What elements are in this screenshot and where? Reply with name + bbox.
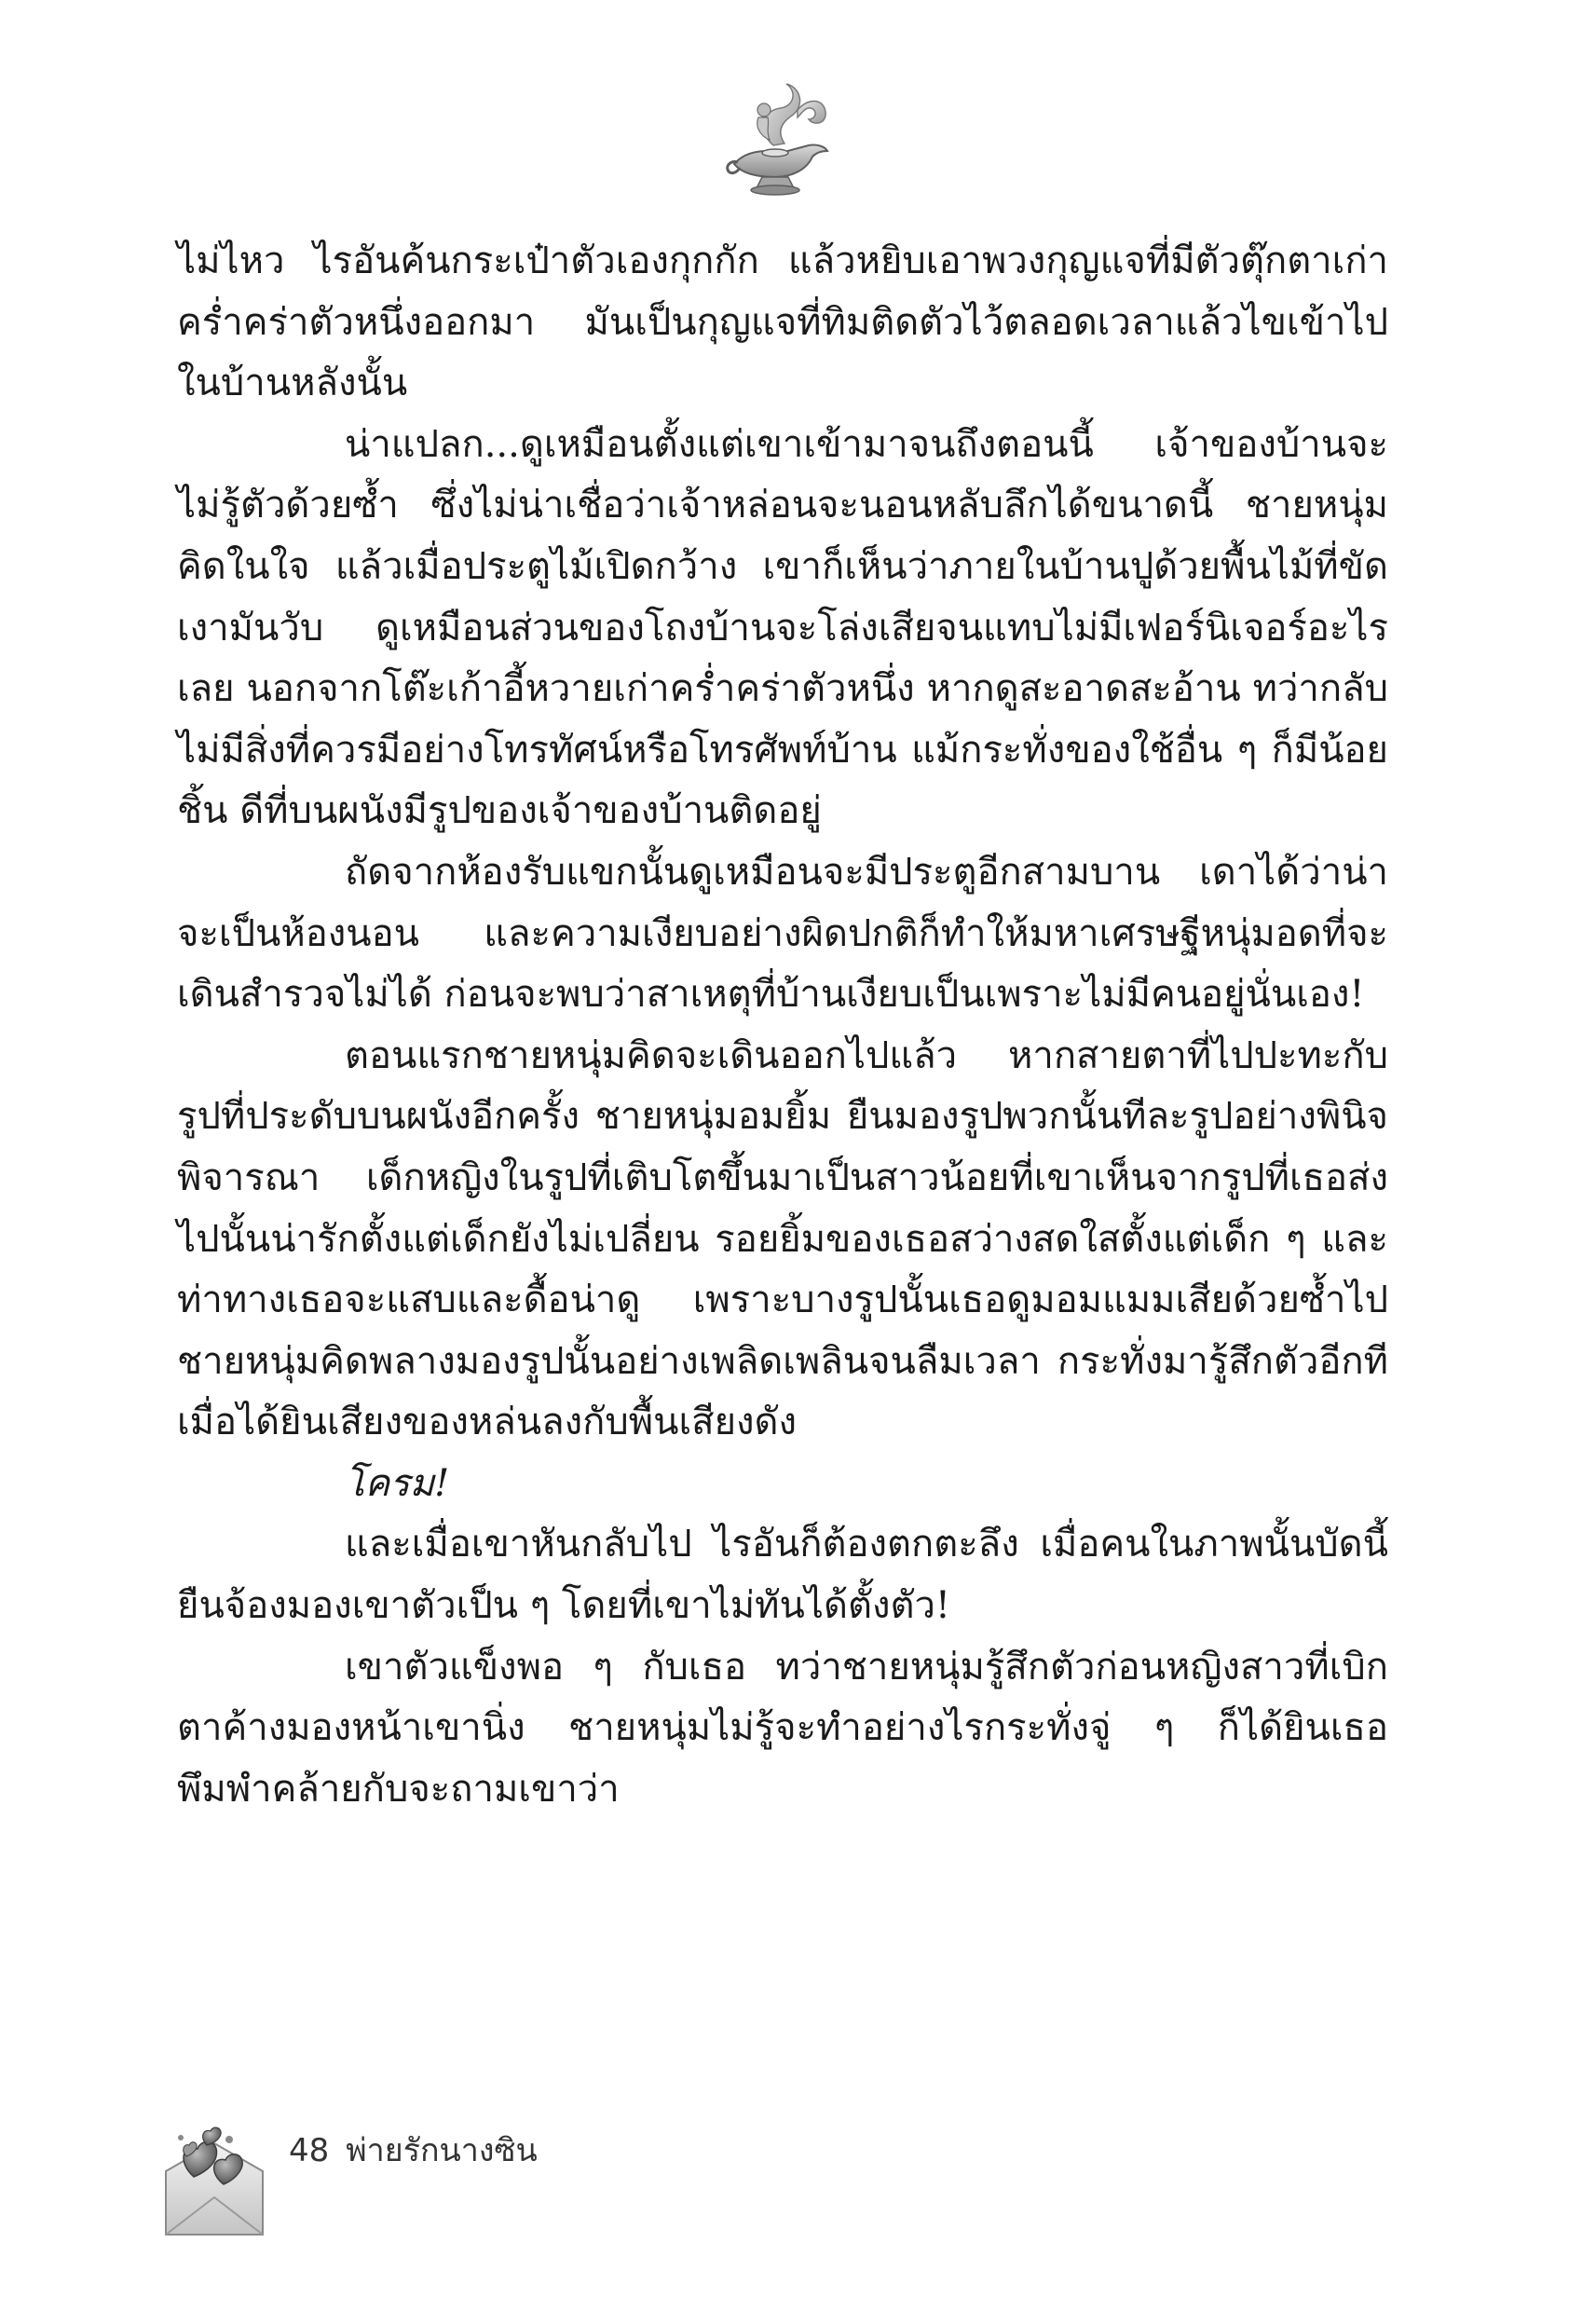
- footer-text: [289, 2125, 554, 2175]
- hearts-envelope-icon: [149, 2087, 280, 2246]
- genie-lamp-icon: [708, 73, 848, 212]
- paragraph: เขาตัวแข็งพอ ๆ กับเธอ ทว่าชายหนุ่มรู้สึกตัวก่อนหญิงสาวที่เบิกตาค้างมองหน้าเขานิ่ง ชายหนุ่มไม่รู้จะทำอย่างไรกระทั่งจู่ ๆ ก็ได้ยินเธอพึมพำคล้ายกับจะถามเขาว่า: [177, 1645, 1388, 1811]
- paragraph: ถัดจากห้องรับแขกนั้นดูเหมือนจะมีประตูอีกสามบาน เดาได้ว่าน่าจะเป็นห้องนอน และความเงียบอย่างผิดปกติก็ทำให้มหาเศรษฐีหนุ่มอดที่จะเดินสำรวจไม่ได้ ก่อนจะพบว่าสาเหตุที่บ้านเงียบเป็นเพราะไม่มีคนอยู่นั่นเอง!: [177, 850, 1388, 1017]
- book-title: พ่ายรักนางซิน: [346, 2132, 538, 2169]
- page-footer: [149, 2087, 708, 2255]
- paragraph: ไม่ไหว ไรอันค้นกระเป๋าตัวเองกุกกัก แล้วหยิบเอาพวงกุญแจที่มีตัวตุ๊กตาเก่าคร่ำคร่าตัวหนึ่งออกมา มันเป็นกุญแจที่ทิมติดตัวไว้ตลอดเวลาแล้วไขเข้าไปในบ้านหลังนั้น: [177, 239, 1388, 405]
- paragraph: ตอนแรกชายหนุ่มคิดจะเดินออกไปแล้ว หากสายตาที่ไปปะทะกับรูปที่ประดับบนผนังอีกครั้ง ชายหนุ่มอมยิ้ม ยืนมองรูปพวกนั้นทีละรูปอย่างพินิจพิจารณา เด็กหญิงในรูปที่เติบโตขึ้นมาเป็นสาวน้อยที่เขาเห็นจากรูปที่เธอส่งไปนั้นน่ารักตั้งแต่เด็กยังไม่เปลี่ยน รอยยิ้มของเธอสว่างสดใสตั้งแต่เด็ก ๆ และท่าทางเธอจะแสบและดื้อน่าดู เพราะบางรูปนั้นเธอดูมอมแมมเสียด้วยซ้ำไป ชายหนุ่มคิดพลางมองรูปนั้นอย่างเพลิดเพลินจนลืมเวลา กระทั่งมารู้สึกตัวอีกทีเมื่อได้ยินเสียงของหล่นลงกับพื้นเสียงดัง: [177, 1033, 1388, 1444]
- page-number: 48: [289, 2132, 330, 2169]
- paragraph: น่าแปลก...ดูเหมือนตั้งแต่เขาเข้ามาจนถึงตอนนี้ เจ้าของบ้านจะไม่รู้ตัวด้วยซ้ำ ซึ่งไม่น่าเชื่อว่าเจ้าหล่อนจะนอนหลับลึกได้ขนาดนี้ ชายหนุ่มคิดในใจ แล้วเมื่อประตูไม้เปิดกว้าง เขาก็เห็นว่าภายในบ้านปูด้วยพื้นไม้ที่ขัดเงามันวับ ดูเหมือนส่วนของโถงบ้านจะโล่งเสียจนแทบไม่มีเฟอร์นิเจอร์อะไรเลย นอกจากโต๊ะเก้าอี้หวายเก่าคร่ำคร่าตัวหนึ่ง หากดูสะอาดสะอ้าน ทว่ากลับไม่มีสิ่งที่ควรมีอย่างโทรทัศน์หรือโทรศัพท์บ้าน แม้กระทั่งของใช้อื่น ๆ ก็มีน้อยชิ้น ดีที่บนผนังมีรูปของเจ้าของบ้านติดอยู่: [177, 422, 1388, 833]
- exclamation-line: โครม!: [345, 1461, 450, 1505]
- paragraph: และเมื่อเขาหันกลับไป ไรอันก็ต้องตกตะลึง เมื่อคนในภาพนั้นบัดนี้ยืนจ้องมองเขาตัวเป็น ๆ โดยที่เขาไม่ทันได้ตั้งตัว!: [177, 1523, 1388, 1628]
- page-body: [177, 231, 1388, 1820]
